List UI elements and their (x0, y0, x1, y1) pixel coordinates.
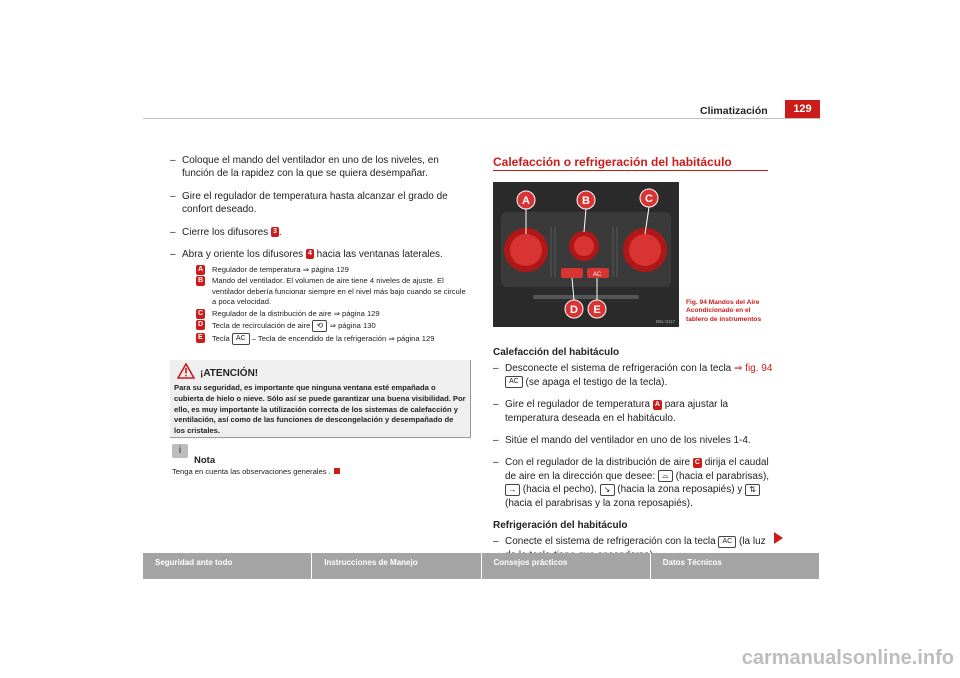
watermark: carmanualsonline.info (741, 647, 954, 669)
footer-nav (143, 553, 820, 579)
figure-illustration (493, 182, 679, 327)
legend-text: Tecla de recirculación de aire (212, 321, 311, 331)
bullet-item: – Sitúe el mando del ventilador en uno de los niveles 1-4. (493, 435, 751, 447)
note-title: Nota (194, 455, 216, 466)
legend-text: ⇒ página 130 (329, 321, 376, 331)
bullet-text: Con el regulador de la distribución de aire (505, 457, 691, 469)
right-column (493, 346, 775, 571)
legend-key: E (198, 334, 203, 342)
legend-item (196, 320, 472, 332)
ac-key: AC (232, 333, 250, 345)
ref-badge: C (694, 458, 700, 466)
bullet-text: (la luz (738, 536, 766, 548)
windshield-icon: ⌓ (658, 470, 673, 482)
windshield-footwell-icon: ⇅ (745, 484, 760, 496)
legend-item (196, 333, 472, 345)
bullet-item: – Conecte el sistema de refrigeración con la tecla AC (la luz (493, 535, 775, 562)
legend-key: A (198, 266, 204, 273)
ac-key: AC (505, 376, 523, 388)
legend-text: Tecla (212, 334, 230, 344)
legend-item (196, 309, 472, 319)
figure-label-d: D (570, 304, 578, 316)
legend-key: D (198, 321, 204, 329)
bullet-text: hacia las ventanas laterales. (316, 249, 443, 261)
bullet-text: (hacia el pecho), (522, 484, 597, 496)
figure-label-e: E (593, 304, 601, 316)
bullet-text: (hacia el parabrisas y la zona reposapiés). (505, 497, 693, 509)
warning-icon (177, 363, 195, 379)
bullet-item: – Gire el regulador de temperatura hasta alcanzar el grado de confort deseado. (170, 190, 470, 217)
bullet-item: – Cierre los difusores 3 . (170, 226, 282, 238)
footer-tab-seguridad[interactable]: Seguridad ante todo (143, 553, 312, 579)
section-rule (493, 170, 768, 171)
figure-label-a: A (522, 195, 530, 207)
legend-item (196, 276, 472, 307)
figure-caption: Fig. 94 Mandos del Aire Acondicionado en el tablero de instrumentos (686, 299, 762, 323)
legend-text: – Tecla de encendido de la refrigeración ⇒ página 129 (251, 334, 435, 344)
recirculation-icon: ⟲ (312, 320, 327, 332)
note-text (172, 467, 340, 476)
bullet-item: – Coloque el mando del ventilador en uno de los niveles, en función de la rapidez con la que se quiera desempañar. (170, 154, 470, 181)
bullet-item: – Con el regulador de la distribución de aire C dirija el caudal de aire en la dirección que desee: ⌓ (hacia el parabrisas), → (hacia el pecho), ↘ (hacia la zona reposapiés) y ⇅ (hacia el parabrisas y la zona reposapiés). (493, 457, 770, 509)
legend-list (196, 265, 472, 346)
figure-label-c: C (645, 193, 653, 205)
bullet-text: (se apaga el testigo de la tecla). (525, 376, 668, 388)
bullet-text: Abra y oriente los difusores (182, 249, 304, 261)
footer-tab-instrucciones[interactable]: Instrucciones de Manejo (312, 553, 481, 579)
legend-key: C (198, 309, 204, 317)
end-marker (334, 468, 340, 474)
section-title: Calefacción o refrigeración del habitáculo (493, 155, 732, 169)
next-page-arrow-icon[interactable] (774, 532, 783, 544)
footer-tab-datos[interactable]: Datos Técnicos (651, 553, 820, 579)
legend-text: Mando del ventilador. El volumen de aire tiene 4 niveles de ajuste. El ventilador debería funcionar siempre en el nivel más bajo cuando se circule a poca velocidad. (212, 276, 466, 307)
ac-key: AC (718, 536, 736, 548)
bullet-text: Desconecte el sistema de refrigeración con la tecla (505, 363, 732, 375)
ref-badge: 3 (272, 227, 277, 235)
footer-tab-consejos[interactable]: Consejos prácticos (482, 553, 651, 579)
left-column (170, 154, 470, 270)
ref-badge: A (654, 400, 660, 408)
subheading-heating: Calefacción del habitáculo (493, 347, 620, 358)
legend-key: B (198, 277, 204, 285)
subheading-cooling: Refrigeración del habitáculo (493, 520, 628, 532)
note-body: Tenga en cuenta las observaciones generales . (172, 467, 331, 476)
figure-ac-text: AC (593, 272, 602, 278)
page-header-title: Climatización (700, 105, 768, 117)
header-rule (143, 118, 820, 119)
legend-text: Regulador de temperatura ⇒ página 129 (212, 265, 349, 274)
bullet-text: Conecte el sistema de refrigeración con la tecla (505, 536, 716, 548)
footwell-icon: ↘ (600, 484, 615, 496)
legend-text: Regulador de la distribución de aire ⇒ página 129 (212, 308, 380, 318)
bullet-text: Coloque el mando del ventilador en uno de los niveles, en función de la rapidez con la que se quiera desempañar. (182, 155, 439, 180)
bullet-item: – Abra y oriente los difusores 4 hacia las ventanas laterales. (170, 249, 443, 261)
figure-label-b: B (582, 195, 590, 207)
bullet-text: Cierre los difusores (182, 226, 269, 238)
bullet-item: – Gire el regulador de temperatura A para ajustar la temperatura deseada en el habitáculo. (493, 399, 729, 424)
bullet-text: (hacia el parabrisas), (675, 470, 770, 482)
bullet-text: dirija el caudal de aire en la dirección que desee: (505, 457, 769, 482)
bullet-text: para ajustar la temperatura deseada en el habitáculo. (505, 399, 729, 424)
ac-controls-figure (493, 182, 679, 327)
ref-badge: 4 (307, 250, 312, 258)
chest-vent-icon: → (505, 484, 520, 496)
warning-text: Para su seguridad, es importante que ninguna ventana esté empañada o cubierta de hielo o nieve. Sólo así se puede garantizar una buena visibilidad. Por ello, es muy importante la utilización correcta de los sistemas de calefacción y ventilación, así como de las funciones de descongelación y desempañado de los cristales. (174, 383, 466, 436)
page-number: 129 (785, 100, 820, 118)
bullet-item: – Desconecte el sistema de refrigeración con la tecla ⇒ fig. 94 AC (se apaga el testigo de la tecla). (493, 363, 773, 388)
bullet-text: Gire el regulador de temperatura (505, 399, 651, 411)
figure-code: B6L-0117 (656, 319, 676, 324)
warning-box (170, 360, 471, 438)
bullet-text: Sitúe el mando del ventilador en uno de los niveles 1-4. (505, 435, 751, 447)
legend-item (196, 265, 472, 275)
figure-ref[interactable]: ⇒ fig. 94 (734, 363, 773, 375)
bullet-text: (hacia la zona reposapiés) y (617, 484, 743, 496)
warning-title: ¡ATENCIÓN! (200, 368, 259, 379)
note-icon: i (172, 444, 188, 458)
bullet-text: Gire el regulador de temperatura hasta alcanzar el grado de confort deseado. (182, 190, 448, 216)
